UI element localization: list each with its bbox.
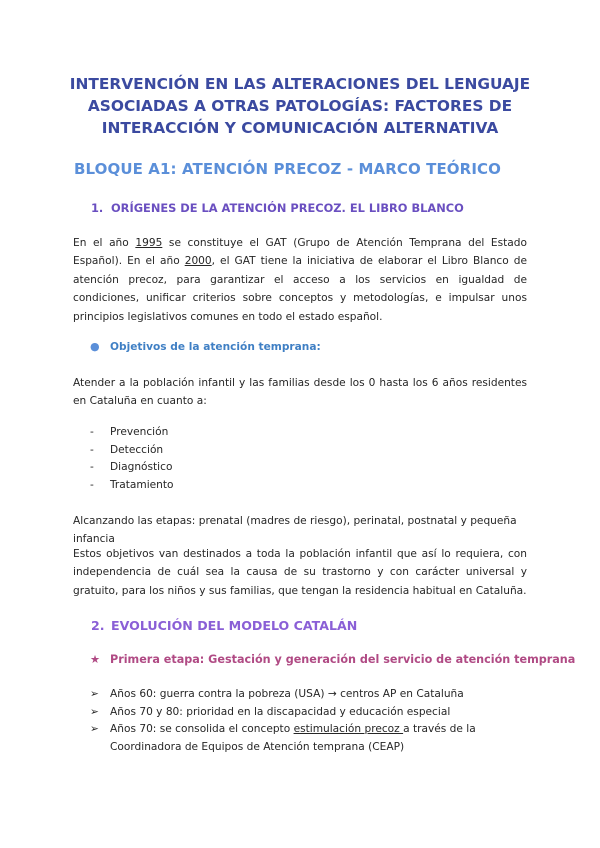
list-item: [90, 477, 174, 495]
list-item: [90, 704, 530, 722]
list-item-text: Detección: [110, 443, 164, 456]
list-item: [90, 721, 530, 756]
objectives-list: [90, 424, 174, 494]
section-2-heading: [91, 618, 357, 633]
list-item-text: [110, 721, 530, 756]
paragraph-libro-blanco: [73, 234, 527, 326]
list-item: [90, 424, 174, 442]
section-1-number: 1.: [91, 201, 104, 215]
evolution-list: [90, 686, 530, 756]
objectives-heading: [90, 340, 321, 353]
arrow-bullet-icon: ➢: [90, 705, 99, 718]
dash-icon: -: [90, 478, 94, 491]
estimulacion-precoz-term: estimulación precoz: [293, 723, 404, 736]
paragraph-objetivos: Estos objetivos van destinados a toda la población infantil que así lo requiera, con independencia de cuál sea la causa de su trastorno y con carácter universal y gratuito, para los niños y sus familias, que tengan la residencia habitual en Cataluña.: [73, 548, 527, 597]
year-1995: 1995: [135, 237, 163, 249]
text-run: , el GAT tiene la iniciativa de elaborar el Libro Blanco de atención precoz, para garantizar el acceso a los servicios en igualdad de condiciones, unificar criterios sobre conceptos y metodologías, e impulsar unos principios legislativos comunes en todo el estado español.: [73, 255, 527, 323]
block-heading: BLOQUE A1: ATENCIÓN PRECOZ - MARCO TEÓRICO: [74, 160, 501, 178]
text-run: Años 70: se consolida el concepto: [110, 723, 294, 736]
list-item: [90, 686, 530, 704]
paragraph-atender: Atender a la población infantil y las familias desde los 0 hasta los 6 años residentes en Cataluña en cuanto a:: [73, 377, 527, 408]
primera-etapa-heading: [90, 653, 575, 666]
text-run: En el año: [73, 237, 136, 249]
dash-icon: -: [90, 461, 94, 474]
list-item: [90, 442, 174, 460]
star-icon: ★: [90, 653, 101, 666]
list-item-text: Años 60: guerra contra la pobreza (USA) → centros AP en Cataluña: [110, 688, 464, 700]
dash-icon: -: [90, 426, 94, 438]
document-title: INTERVENCIÓN EN LAS ALTERACIONES DEL LENGUAJE ASOCIADAS A OTRAS PATOLOGÍAS: FACTORES DE INTERACCIÓN Y COMUNICACIÓN ALTERNATIVA: [69, 75, 531, 137]
list-item-text: Prevención: [110, 426, 169, 438]
list-item-text: Años 70 y 80: prioridad en la discapacidad y educación especial: [110, 705, 451, 718]
list-item-text: Tratamiento: [110, 478, 174, 491]
section-1-title: ORÍGENES DE LA ATENCIÓN PRECOZ. EL LIBRO BLANCO: [111, 201, 464, 215]
bullet-dot-icon: ●: [90, 340, 100, 353]
list-item: [90, 459, 174, 477]
dash-icon: -: [90, 443, 94, 456]
section-2-number: 2.: [91, 618, 105, 633]
section-2-title: EVOLUCIÓN DEL MODELO CATALÁN: [111, 618, 358, 633]
objectives-heading-text: Objetivos de la atención temprana:: [110, 341, 321, 353]
paragraph-etapas: Alcanzando las etapas: prenatal (madres de riesgo), perinatal, postnatal y pequeña infancia: [73, 515, 517, 546]
arrow-bullet-icon: ➢: [90, 688, 99, 700]
arrow-bullet-icon: ➢: [90, 723, 99, 736]
text-run: a través de la Coordinadora de Equipos de Atención temprana (CEAP): [110, 723, 476, 753]
text-run: se constituye el GAT (Grupo de Atención Temprana del Estado Español). En el año: [73, 237, 527, 268]
list-item-text: Diagnóstico: [110, 461, 173, 474]
primera-etapa-text: Primera etapa: Gestación y generación del servicio de atención temprana: [110, 653, 576, 666]
year-2000: 2000: [184, 255, 212, 268]
section-1-heading: [91, 201, 464, 215]
